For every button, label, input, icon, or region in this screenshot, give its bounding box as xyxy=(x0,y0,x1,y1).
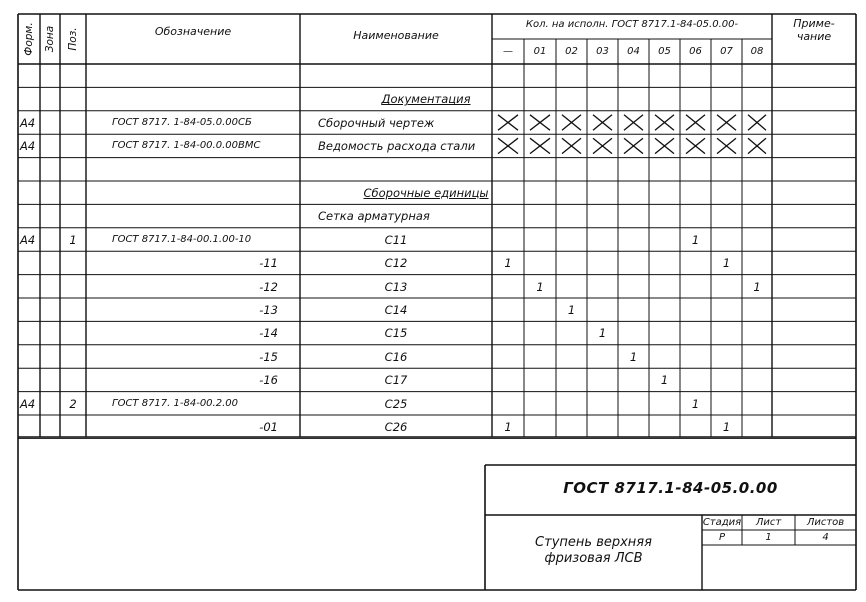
row-designation: ГОСТ 8717. 1-84-05.0.00СБ xyxy=(112,116,252,128)
row-position: 2 xyxy=(69,396,77,411)
header-variant-6: 06 xyxy=(689,46,702,57)
header-variant-4: 04 xyxy=(627,46,640,57)
row-qty: 1 xyxy=(567,303,576,317)
row-name: С12 xyxy=(384,256,408,271)
row-designation: -15 xyxy=(259,349,278,364)
row-qty: 1 xyxy=(504,420,512,434)
header-position: Поз. xyxy=(67,27,79,51)
header-note-2: чание xyxy=(796,30,832,43)
row-name: С15 xyxy=(384,326,408,341)
row-name: С11 xyxy=(384,232,408,247)
row-name: С16 xyxy=(384,349,408,364)
row-qty: 1 xyxy=(722,256,731,271)
header-zone: Зона xyxy=(44,25,56,53)
row-qty: 1 xyxy=(629,349,638,364)
stage-label: Стадия xyxy=(702,517,742,528)
row-designation: -16 xyxy=(259,373,278,388)
row-format: А4 xyxy=(20,139,36,154)
sheet-label: Лист xyxy=(755,517,782,528)
row-name: Сетка арматурная xyxy=(318,209,430,224)
header-designation: Обозначение xyxy=(154,25,232,38)
row-name: С13 xyxy=(384,279,408,294)
row-designation: -01 xyxy=(259,420,278,434)
sheets-value: 4 xyxy=(822,532,829,543)
row-qty: 1 xyxy=(660,373,669,388)
row-name: С14 xyxy=(384,303,408,317)
row-qty: 1 xyxy=(536,279,544,294)
row-qty: 1 xyxy=(691,232,700,247)
row-position: 1 xyxy=(69,232,77,247)
row-name: Сборочный чертеж xyxy=(318,115,435,130)
header-variant-2: 02 xyxy=(565,46,578,57)
row-designation: -11 xyxy=(259,256,278,271)
row-name: С25 xyxy=(384,396,408,411)
row-designation: -14 xyxy=(259,326,278,341)
header-variant-3: 03 xyxy=(596,46,609,57)
header-format: Форм. xyxy=(23,22,35,56)
row-qty: 1 xyxy=(691,396,700,411)
row-name: Ведомость расхода стали xyxy=(318,139,476,154)
row-qty: 1 xyxy=(722,420,731,434)
row-format: А4 xyxy=(20,396,36,411)
row-qty: 1 xyxy=(504,256,512,271)
header-variant-0: — xyxy=(503,46,513,57)
header-variant-7: 07 xyxy=(720,46,733,57)
row-name: С26 xyxy=(384,420,408,434)
title-block-name-2: фризовая ЛСВ xyxy=(544,551,643,566)
header-variant-8: 08 xyxy=(750,46,764,57)
sheets-label: Листов xyxy=(806,517,845,528)
row-qty: 1 xyxy=(598,326,607,341)
row-section-title: Документация xyxy=(381,92,471,107)
row-designation: ГОСТ 8717. 1-84-00.0.00ВМС xyxy=(112,140,261,152)
row-format: А4 xyxy=(20,115,36,130)
row-name: С17 xyxy=(384,373,408,388)
row-designation: -13 xyxy=(259,303,278,317)
row-designation: -12 xyxy=(259,279,278,294)
header-variant-1: 01 xyxy=(533,46,547,57)
title-block-name-1: Ступень верхняя xyxy=(535,535,652,550)
row-qty: 1 xyxy=(753,279,761,294)
row-section-title: Сборочные единицы xyxy=(363,186,489,200)
row-format: А4 xyxy=(20,232,36,247)
header-quantity: Кол. на исполн. ГОСТ 8717.1-84-05.0.00- xyxy=(525,19,739,30)
header-note-1: Приме- xyxy=(793,17,835,30)
header-variant-5: 05 xyxy=(658,46,671,57)
stage-value: Р xyxy=(718,532,726,543)
row-designation: ГОСТ 8717. 1-84-00.2.00 xyxy=(112,397,238,409)
row-designation: ГОСТ 8717.1-84-00.1.00-10 xyxy=(112,233,252,245)
title-block-code: ГОСТ 8717.1-84-05.0.00 xyxy=(563,479,778,497)
header-name: Наименование xyxy=(353,29,439,42)
sheet-value: 1 xyxy=(765,532,772,543)
